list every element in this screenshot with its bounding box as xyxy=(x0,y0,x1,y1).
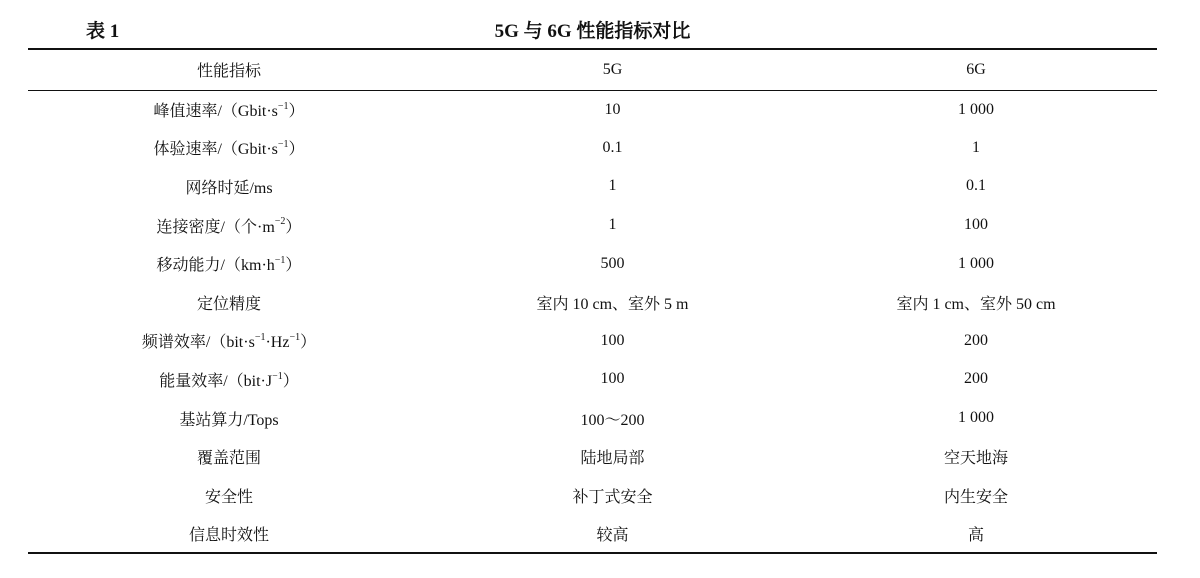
metric-cell: 网络时延/ms xyxy=(185,179,273,197)
table-row xyxy=(28,360,1157,399)
value-5g-cell: 500 xyxy=(600,254,625,272)
value-6g-cell: 200 xyxy=(964,370,988,388)
comparison-table xyxy=(28,48,1157,554)
table-row xyxy=(28,129,1157,168)
header-5g: 5G xyxy=(430,49,795,90)
header-metric: 性能指标 xyxy=(28,49,430,90)
comparison-table-container xyxy=(28,48,1157,554)
table-row xyxy=(28,322,1157,361)
metric-cell: 体验速率$/(Gbit\cdot s^{-1})$ xyxy=(153,139,305,159)
table-row xyxy=(28,476,1157,515)
metric-cell: 覆盖范围 xyxy=(196,450,261,468)
table-header-row xyxy=(28,49,1157,90)
table-row xyxy=(28,437,1157,476)
table-row xyxy=(28,283,1157,322)
value-6g-cell: 1 xyxy=(972,138,980,156)
metric-cell: 峰值速率$/(Gbit\cdot s^{-1})$ xyxy=(153,100,305,121)
table-row xyxy=(28,399,1157,438)
value-6g-cell: 内生安全 xyxy=(943,488,1008,506)
value-5g-cell: 补丁式安全 xyxy=(572,488,653,506)
metric-cell: 信息时效性 xyxy=(28,515,430,554)
table-row xyxy=(28,90,1157,129)
value-5g-cell: 100 xyxy=(600,370,625,388)
metric-cell: 安全性 xyxy=(204,488,253,506)
value-6g-cell: 空天地海 xyxy=(943,450,1008,468)
value-6g-cell: 1 000 xyxy=(958,254,994,272)
value-5g-cell: 0.1 xyxy=(602,138,623,156)
table-caption xyxy=(0,18,1200,46)
metric-cell: 连接密度/（个$\cdot m^{-2}$） xyxy=(156,216,302,236)
metric-cell: 能量效率$/(bit\cdot J^{-1})$ xyxy=(159,370,299,390)
value-5g-cell: 10 xyxy=(604,100,621,118)
value-6g-cell: 室内 1 cm、室外 50 cm xyxy=(896,295,1056,313)
value-6g-cell: 高 xyxy=(795,515,1157,554)
value-5g-cell: 室内 10 cm、室外 5 m xyxy=(536,295,689,313)
value-5g-cell: 陆地局部 xyxy=(580,450,645,468)
header-6g: 6G xyxy=(795,49,1157,90)
table-number: 表 1 xyxy=(86,21,120,42)
table-row xyxy=(28,515,1157,554)
value-6g-cell: 200 xyxy=(964,331,988,349)
value-5g-cell: 1 xyxy=(608,216,617,234)
table-row xyxy=(28,206,1157,245)
table-title: 5G 与 6G 性能指标对比 xyxy=(494,21,691,42)
value-5g-cell: 100 xyxy=(600,331,625,349)
metric-cell: 定位精度 xyxy=(196,295,261,313)
value-6g-cell: 1 000 xyxy=(958,100,994,118)
metric-cell: 基站算力/Tops xyxy=(179,411,279,429)
value-6g-cell: 1 000 xyxy=(958,409,994,427)
table-row xyxy=(28,244,1157,283)
value-5g-cell: 100～200 xyxy=(580,411,645,429)
table-row xyxy=(28,167,1157,206)
value-5g-cell: 较高 xyxy=(430,515,795,554)
value-5g-cell: 1 xyxy=(608,177,617,195)
value-6g-cell: 0.1 xyxy=(966,177,986,195)
metric-cell: 移动能力$/(km\cdot h^{-1})$ xyxy=(156,254,302,275)
value-6g-cell: 100 xyxy=(964,216,988,234)
metric-cell: 频谱效率$/(bit\cdot s^{-1}\cdot Hz^{-1})$ xyxy=(141,332,317,352)
